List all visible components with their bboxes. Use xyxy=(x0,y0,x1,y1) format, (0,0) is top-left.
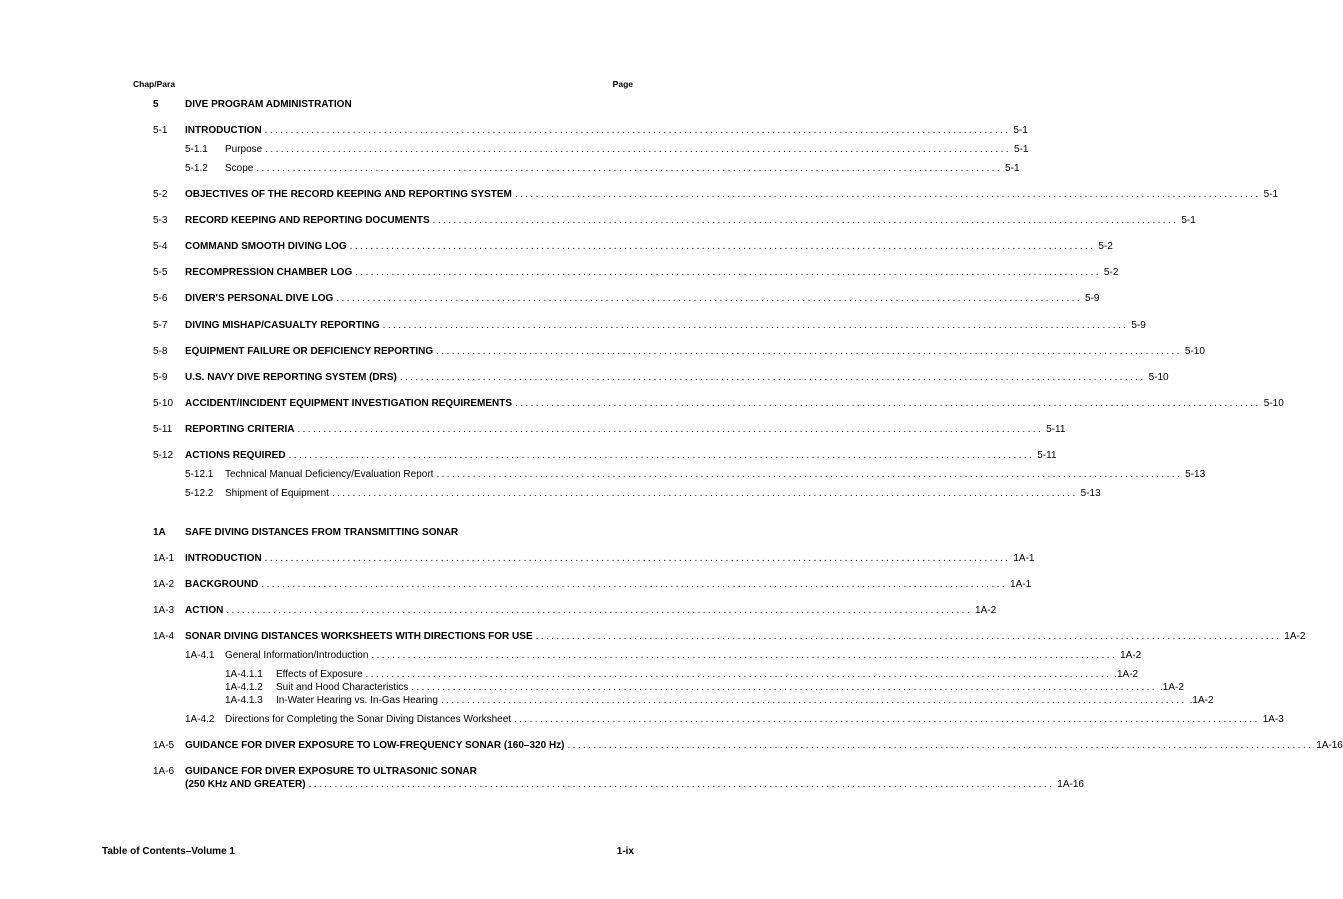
toc-entry[interactable] xyxy=(185,450,1057,462)
toc-entry-page: 5-9 xyxy=(1085,293,1100,304)
subsubpara-number: 1A-4.1.2 xyxy=(225,682,263,693)
toc-entry-label: ACCIDENT/INCIDENT EQUIPMENT INVESTIGATION REQUIREMENTS xyxy=(185,398,513,409)
dot-leader: ................................................................................................................................................ xyxy=(288,450,1035,461)
toc-entry-label: ACTIONS REQUIRED xyxy=(185,450,286,461)
toc-entry-page: 1A-1 xyxy=(1010,579,1032,590)
toc-entry[interactable] xyxy=(185,372,1169,384)
dot-leader: ................................................................................................................................................ xyxy=(261,579,1008,590)
toc-entry-page: 1A-2 xyxy=(975,605,997,616)
subpara-number: 5-12.1 xyxy=(185,469,214,480)
toc-entry-label-line1: GUIDANCE FOR DIVER EXPOSURE TO ULTRASONIC SONAR xyxy=(185,766,477,777)
dot-leader: ................................................................................................................................................ xyxy=(264,553,1011,564)
toc-entry-label: INTRODUCTION xyxy=(185,125,262,136)
toc-entry-label: DIVER'S PERSONAL DIVE LOG xyxy=(185,293,334,304)
toc-entry-label: RECORD KEEPING AND REPORTING DOCUMENTS xyxy=(185,215,430,226)
toc-entry-label-line2: (250 KHz AND GREATER) xyxy=(185,779,306,790)
toc-entry-label: BACKGROUND xyxy=(185,579,259,590)
dot-leader: ................................................................................................................................................ xyxy=(226,605,973,616)
toc-entry-page: 5-11 xyxy=(1037,450,1057,461)
dot-leader: ................................................................................................................................................ xyxy=(349,241,1096,252)
para-number: 1A-3 xyxy=(153,605,175,616)
toc-entry[interactable] xyxy=(276,695,1214,707)
footer-page-number: 1-ix xyxy=(616,846,634,857)
toc-entry[interactable] xyxy=(225,488,1101,500)
toc-entry[interactable] xyxy=(185,424,1066,436)
toc-entry-page: .1A-2 xyxy=(1189,695,1214,706)
toc-entry-label: COMMAND SMOOTH DIVING LOG xyxy=(185,241,347,252)
para-number: 1A-5 xyxy=(153,740,175,751)
toc-entry-page: 5-13 xyxy=(1185,469,1206,480)
para-number: 5-12 xyxy=(153,450,174,461)
toc-entry[interactable] xyxy=(225,714,1284,726)
para-number: 5-5 xyxy=(153,267,168,278)
para-number: 1A-1 xyxy=(153,553,175,564)
dot-leader: ................................................................................................................................................ xyxy=(535,631,1282,642)
toc-entry[interactable] xyxy=(225,469,1206,481)
dot-leader: ................................................................................................................................................ xyxy=(336,293,1083,304)
toc-entry[interactable] xyxy=(185,579,1032,591)
dot-leader: ................................................................................................................................................ xyxy=(382,320,1129,331)
toc-entry-page: 5-1 xyxy=(1181,215,1196,226)
toc-entry[interactable] xyxy=(276,669,1139,681)
toc-entry-page: 5-13 xyxy=(1080,488,1101,499)
toc-entry-label: SONAR DIVING DISTANCES WORKSHEETS WITH DIRECTIONS FOR USE xyxy=(185,631,533,642)
toc-entry-label: INTRODUCTION xyxy=(185,553,262,564)
dot-leader: ................................................................................................................................................ xyxy=(514,189,1261,200)
toc-entry-page: 1A-16 xyxy=(1057,779,1084,790)
toc-entry-label: Technical Manual Deficiency/Evaluation Report xyxy=(225,469,434,480)
toc-entry[interactable] xyxy=(185,346,1205,358)
toc-entry[interactable] xyxy=(185,241,1113,253)
toc-entry-page: 5-1 xyxy=(1013,125,1028,136)
appendix-title: SAFE DIVING DISTANCES FROM TRANSMITTING SONAR xyxy=(185,527,459,538)
para-number: 5-10 xyxy=(153,398,174,409)
column-header-chap-para: Chap/Para xyxy=(133,79,176,89)
toc-entry[interactable] xyxy=(185,553,1035,565)
para-number: 1A-2 xyxy=(153,579,175,590)
toc-entry-page: 1A-2 xyxy=(1120,650,1142,661)
toc-entry-page: 5-10 xyxy=(1263,398,1284,409)
toc-entry-page: 5-11 xyxy=(1046,424,1066,435)
dot-leader: ................................................................................................................................................ xyxy=(399,372,1146,383)
toc-entry-label: In-Water Hearing vs. In-Gas Hearing xyxy=(276,695,438,706)
toc-entry-page: .1A-2 xyxy=(1114,669,1139,680)
para-number: 5-1 xyxy=(153,125,168,136)
dot-leader: ................................................................................................................................................ xyxy=(365,669,1112,680)
dot-leader: ................................................................................................................................................ xyxy=(440,695,1187,706)
toc-entry[interactable] xyxy=(185,215,1196,227)
para-number: 5-4 xyxy=(153,241,168,252)
dot-leader: ................................................................................................................................................ xyxy=(514,714,1260,725)
subpara-number: 1A-4.1 xyxy=(185,650,215,661)
toc-entry[interactable] xyxy=(185,189,1279,201)
toc-entry-page: 5-1 xyxy=(1005,163,1020,174)
para-number: 5-11 xyxy=(153,424,173,435)
dot-leader: ................................................................................................................................................ xyxy=(411,682,1157,693)
dot-leader: ................................................................................................................................................ xyxy=(264,125,1011,136)
para-number: 1A-6 xyxy=(153,766,175,777)
toc-entry[interactable] xyxy=(225,650,1142,662)
dot-leader: ................................................................................................................................................ xyxy=(436,469,1183,480)
chapter-title: DIVE PROGRAM ADMINISTRATION xyxy=(185,99,352,110)
toc-entry[interactable] xyxy=(185,740,1343,752)
dot-leader: ................................................................................................................................................ xyxy=(371,650,1118,661)
dot-leader: ................................................................................................................................................ xyxy=(515,398,1261,409)
dot-leader: ................................................................................................................................................ xyxy=(436,346,1182,357)
toc-entry-label: ACTION xyxy=(185,605,224,616)
dot-leader: ................................................................................................................................................ xyxy=(432,215,1179,226)
dot-leader: ................................................................................................................................................ xyxy=(297,424,1044,435)
toc-entry-page: 1A-16 xyxy=(1316,740,1343,751)
dot-leader: ................................................................................................................................................ xyxy=(308,779,1055,790)
toc-entry[interactable] xyxy=(185,125,1028,137)
toc-entry-page: 1A-2 xyxy=(1284,631,1306,642)
toc-entry-label: General Information/Introduction xyxy=(225,650,369,661)
appendix-number: 1A xyxy=(153,527,166,538)
toc-entry-label: EQUIPMENT FAILURE OR DEFICIENCY REPORTING xyxy=(185,346,434,357)
subpara-number: 5-1.1 xyxy=(185,144,208,155)
toc-entry-page: 1A-3 xyxy=(1262,714,1284,725)
toc-entry[interactable] xyxy=(185,398,1284,410)
subpara-number: 5-1.2 xyxy=(185,163,208,174)
para-number: 5-7 xyxy=(153,320,168,331)
toc-entry[interactable] xyxy=(185,293,1100,305)
dot-leader: ................................................................................................................................................ xyxy=(256,163,1003,174)
toc-entry[interactable] xyxy=(225,144,1029,156)
para-number: 1A-4 xyxy=(153,631,175,642)
toc-entry-label: GUIDANCE FOR DIVER EXPOSURE TO LOW-FREQUENCY SONAR (160–320 Hz) xyxy=(185,740,565,751)
dot-leader: ................................................................................................................................................ xyxy=(331,488,1078,499)
toc-entry-label: Shipment of Equipment xyxy=(225,488,329,499)
para-number: 5-8 xyxy=(153,346,168,357)
toc-entry[interactable] xyxy=(185,779,1084,791)
toc-entry-page: 5-10 xyxy=(1148,372,1169,383)
subsubpara-number: 1A-4.1.1 xyxy=(225,669,263,680)
toc-entry-page: 5-2 xyxy=(1098,241,1113,252)
para-number: 5-9 xyxy=(153,372,168,383)
toc-entry[interactable] xyxy=(185,605,997,617)
toc-entry[interactable] xyxy=(276,682,1184,694)
toc-entry-label: Purpose xyxy=(225,144,263,155)
toc-entry-page: 5-1 xyxy=(1013,144,1029,155)
toc-entry-page: .1A-2 xyxy=(1159,682,1184,693)
dot-leader: ................................................................................................................................................ xyxy=(355,267,1101,278)
toc-entry-label: U.S. NAVY DIVE REPORTING SYSTEM (DRS) xyxy=(185,372,397,383)
footer-title: Table of Contents–Volume 1 xyxy=(102,846,235,857)
toc-entry-label: RECOMPRESSION CHAMBER LOG xyxy=(185,267,353,278)
column-header-page: Page xyxy=(612,79,633,89)
toc-entry[interactable] xyxy=(225,163,1020,175)
subpara-number: 5-12.2 xyxy=(185,488,214,499)
toc-entry-page: 5-10 xyxy=(1184,346,1205,357)
toc-entry[interactable] xyxy=(185,631,1306,643)
toc-entry-label: REPORTING CRITERIA xyxy=(185,424,295,435)
toc-entry-label: Scope xyxy=(225,163,254,174)
toc-entry[interactable] xyxy=(185,267,1119,279)
toc-entry[interactable] xyxy=(185,320,1146,332)
dot-leader: ................................................................................................................................................ xyxy=(567,740,1314,751)
dot-leader: ................................................................................................................................................ xyxy=(265,144,1011,155)
toc-entry-label: Directions for Completing the Sonar Diving Distances Worksheet xyxy=(225,714,512,725)
chapter-number: 5 xyxy=(153,99,159,110)
para-number: 5-6 xyxy=(153,293,168,304)
toc-entry-label: Suit and Hood Characteristics xyxy=(276,682,409,693)
toc-entry-page: 5-9 xyxy=(1131,320,1146,331)
toc-entry-label: OBJECTIVES OF THE RECORD KEEPING AND REPORTING SYSTEM xyxy=(185,189,512,200)
para-number: 5-3 xyxy=(153,215,168,226)
toc-entry-label: DIVING MISHAP/CASUALTY REPORTING xyxy=(185,320,380,331)
toc-entry-page: 5-2 xyxy=(1103,267,1119,278)
toc-entry-page: 5-1 xyxy=(1263,189,1279,200)
subpara-number: 1A-4.2 xyxy=(185,714,215,725)
toc-entry-page: 1A-1 xyxy=(1013,553,1035,564)
subsubpara-number: 1A-4.1.3 xyxy=(225,695,263,706)
para-number: 5-2 xyxy=(153,189,168,200)
toc-entry-label: Effects of Exposure xyxy=(276,669,363,680)
